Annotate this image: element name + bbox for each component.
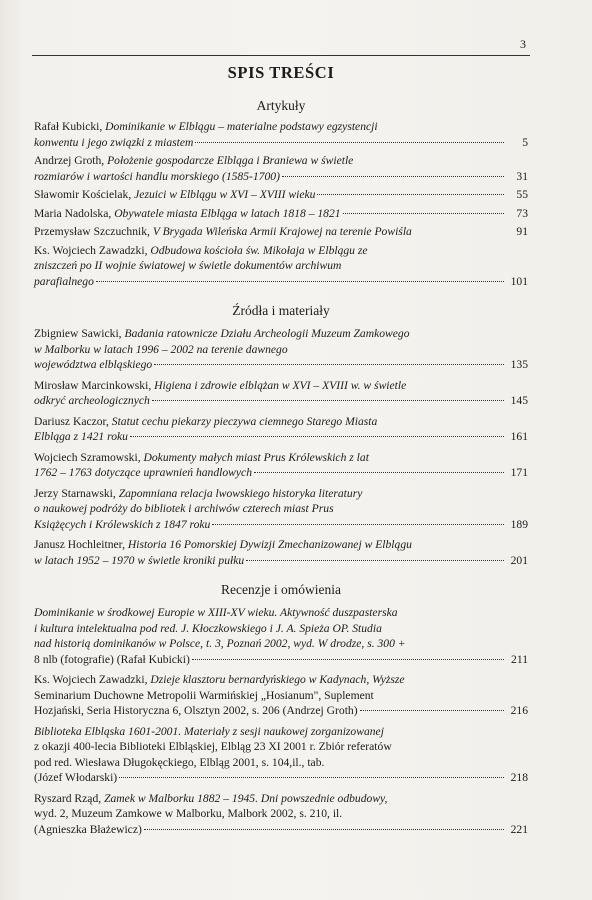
entry-page-number: 101 [510,274,528,288]
entry-title-line: rozmiarów i wartości handlu morskiego (1585-1700) [34,169,280,183]
toc-entry[interactable] [34,187,528,203]
entry-title-line: Seminarium Duchowne Metropolii Warmińskiej „Hosianum", Suplement [34,688,374,702]
toc-entry[interactable] [34,791,528,838]
entry-last-line [34,135,528,151]
entry-author: Andrzej Groth, [34,154,105,167]
toc-entry[interactable] [34,486,528,533]
entry-author: Ks. Wojciech Zawadzki, [34,673,148,686]
toc-entry[interactable] [34,243,528,290]
entry-last-line [34,393,528,409]
entry-title-line: Elbląga z 1421 roku [34,430,128,443]
entry-author: Ks. Wojciech Zawadzki, [34,243,148,257]
entry-title-line: Badania ratownicze Działu Archeologii Muzeum Zamkowego [124,327,410,340]
entry-title-line: Dominikanie w Elblągu – materialne podstawy egzystencji [105,120,378,133]
entry-page-number: 135 [510,358,528,371]
entry-author: Rafał Kubicki, [34,120,103,133]
toc-entry[interactable] [34,378,528,409]
entry-title-line: o naukowej podróży do bibliotek i archiwów czterech miast Prus [34,502,334,515]
entry-author: Janusz Hochleitner, [34,538,125,551]
dot-leader [130,436,504,437]
entry-last-line [34,553,528,569]
dot-leader [119,777,504,778]
dot-leader [254,472,504,473]
entry-title-line: Zamek w Malborku 1882 – 1945. Dni powszednie odbudowy, [104,791,388,805]
entry-title-line: wyd. 2, Muzeum Zamkowe w Malborku, Malbork 2002, s. 210, il. [34,807,343,820]
entry-title-line: województwa elbląskiego [34,358,153,371]
dot-leader [282,176,504,177]
dot-leader [144,829,504,830]
entry-author: Ryszard Rząd, [34,791,102,805]
entry-title-line: Książęcych i Królewskich z 1847 roku [34,517,211,531]
toc-entry[interactable] [34,414,528,445]
entry-page-number: 201 [510,553,528,567]
entry-last-line [34,770,528,786]
dot-leader [154,364,504,365]
entry-title-line: i kultura intelektualna pod red. J. Kłoczkowskiego i J. A. Spieża OP. Studia [34,621,382,635]
entry-title-line: konwentu i jego związki z miastem [34,135,194,149]
dot-leader [152,400,504,401]
section-title: Artykuły [256,98,306,113]
entry-title-line: pod red. Wiesława Długokęckiego, Elbląg 2001, s. 104,il., tab. [34,755,325,769]
entry-title-line: 8 nlb (fotografie) (Rafał Kubicki) [34,652,190,666]
entry-title-line: w Malborku w latach 1996 – 2002 na terenie dawnego [34,342,288,356]
entry-last-line [34,465,528,481]
entry-author: Sławomir Kościelak, [34,188,132,201]
toc-entry[interactable] [34,153,528,184]
entry-author: Zbigniew Sawicki, [34,327,122,340]
entry-author: Mirosław Marcinkowski, [34,378,152,392]
entry-author: Przemysław Szczuchnik, [34,225,150,238]
entry-line [34,755,528,771]
entry-last-line [34,274,528,290]
toc-section [34,580,528,837]
entry-title-line: w latach 1952 – 1970 w świetle kroniki pułku [34,553,245,567]
toc-entry[interactable] [34,206,528,222]
entry-title-line: Statut cechu piekarzy pieczywa ciemnego Starego Miasta [111,414,378,428]
dot-leader [195,142,504,143]
entry-title-line: nad historią dominikanów w Polsce, t. 3, Poznań 2002, wyd. W drodze, s. 300 + [34,637,406,650]
toc-heading: SPIS TREŚCI [227,63,335,82]
entry-title-line: Historia 16 Pomorskiej Dywizji Zmechanizowanej w Elblągu [127,538,412,551]
entry-line [34,450,528,466]
entry-last-line [34,224,528,240]
entry-line [34,605,528,621]
entry-author: Jerzy Starnawski, [34,486,116,500]
toc-entry[interactable] [34,537,528,568]
entry-title-line: zniszczeń po II wojnie światowej w świetle dokumentów archiwum [34,259,342,272]
entry-page-number: 73 [516,206,528,220]
section-title: Recenzje i omówienia [221,582,341,597]
toc-entry[interactable] [34,724,528,786]
dot-leader [246,560,504,561]
entry-line [34,119,528,135]
dot-leader [212,524,504,525]
entry-author: Dariusz Kaczor, [34,414,109,428]
entry-title-line: Odbudowa kościoła św. Mikołaja w Elblągu ze [150,243,368,257]
entry-line [34,342,528,358]
entry-page-number: 218 [510,771,528,784]
entry-line [34,636,528,652]
header-rule [32,55,530,56]
entry-line [34,688,528,704]
entry-title-line: Higiena i zdrowie elblążan w XVI – XVIII w. w świetle [154,378,407,392]
entry-page-number: 221 [510,822,528,836]
entry-page-number: 211 [511,652,528,666]
entry-page-number: 171 [510,466,528,479]
entry-last-line [34,206,528,222]
entry-page-number: 55 [516,188,528,201]
entry-page-number: 91 [516,225,528,238]
entry-title-line: Obywatele miasta Elbląga w latach 1818 – 1821 [114,206,341,220]
page-number: 3 [520,37,526,51]
entry-last-line [34,357,528,373]
entry-title-line: Biblioteka Elbląska 1601-2001. Materiały z sesji naukowej zorganizowanej [34,724,384,738]
entry-line [34,806,528,822]
entry-line [34,537,528,553]
entry-last-line [34,169,528,185]
entry-title-line: Położenie gospodarcze Elbląga i Braniewa w świetle [107,154,354,167]
entry-page-number: 189 [510,517,528,531]
entry-title-line: (Józef Włodarski) [34,771,118,784]
entry-line [34,621,528,637]
entry-title-line: Zapomniana relacja lwowskiego historyka literatury [118,486,363,500]
entry-last-line [34,429,528,445]
toc-entry[interactable] [34,450,528,481]
entry-line [34,326,528,342]
toc-section [34,96,528,289]
toc-entry[interactable] [34,224,528,240]
entry-title-line: Dominikanie w środkowej Europie w XIII-XV wieku. Aktywność duszpasterska [34,606,398,619]
entry-line [34,501,528,517]
entry-last-line [34,703,528,719]
toc-section [34,301,528,568]
entry-page-number: 216 [510,704,528,717]
entry-page-number: 5 [522,135,528,149]
entry-author: Maria Nadolska, [34,206,112,220]
entry-last-line [34,822,528,838]
dot-leader [192,659,504,660]
entry-last-line [34,517,528,533]
entry-author: Wojciech Szramowski, [34,450,141,464]
entry-page-number: 145 [510,394,528,407]
entry-title-line: (Agnieszka Błażewicz) [34,822,142,836]
entry-title-line: Jezuici w Elblągu w XVI – XVIII wieku [134,188,316,201]
entry-line [34,378,528,394]
entry-page-number: 31 [516,169,528,183]
dot-leader [317,194,504,195]
entry-line [34,258,528,274]
toc-sections [34,96,528,837]
entry-last-line [34,187,528,203]
entry-line [34,739,528,755]
entry-title-line: 1762 – 1763 dotyczące uprawnień handlowych [34,466,252,479]
entry-line [34,724,528,740]
entry-line [34,243,528,259]
entry-title-line: Dokumenty małych miast Prus Królewskich z lat [143,450,369,464]
dot-leader [343,213,504,214]
toc-entry[interactable] [34,605,528,667]
table-of-contents [34,62,528,837]
entry-line [34,791,528,807]
entry-line [34,486,528,502]
entry-title-line: z okazji 400-lecia Biblioteki Elbląskiej, Elbląg 23 XI 2001 r. Zbiór referatów [34,740,392,753]
entry-line [34,672,528,688]
dot-leader [360,710,504,711]
entry-page-number: 161 [510,430,528,443]
entry-title-line: odkryć archeologicznych [34,394,150,407]
dot-leader [96,281,504,282]
toc-entry[interactable] [34,326,528,373]
toc-entry[interactable] [34,672,528,719]
entry-title-line: parafialnego [34,274,94,288]
section-title: Źródła i materiały [232,303,330,318]
entry-title-line: Dzieje klasztoru bernardyńskiego w Kadynach, Wyższe [150,673,405,686]
toc-entry[interactable] [34,119,528,150]
entry-line [34,414,528,430]
entry-last-line [34,652,528,668]
entry-line [34,153,528,169]
entry-title-line: V Brygada Wileńska Armii Krajowej na terenie Powiśla [152,225,412,238]
entry-title-line: Hozjański, Seria Historyczna 6, Olsztyn 2002, s. 206 (Andrzej Groth) [34,704,358,717]
